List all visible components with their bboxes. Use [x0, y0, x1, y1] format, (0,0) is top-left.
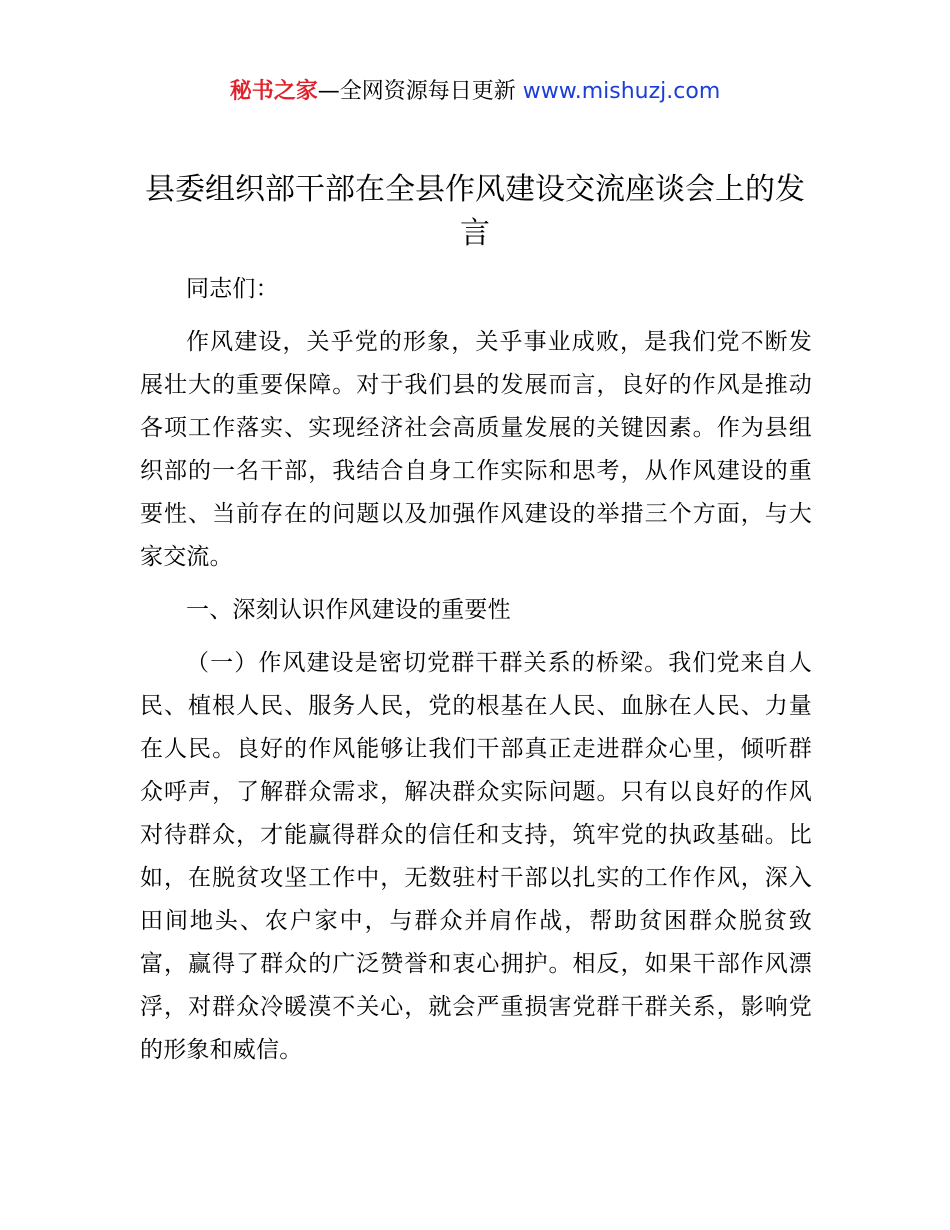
site-url-link[interactable]: www.mishuzj.com	[522, 79, 721, 104]
paragraph-intro: 作风建设，关乎党的形象，关乎事业成败，是我们党不断发展壮大的重要保障。对于我们县的发展而言，良好的作风是推动各项工作落实、实现经济社会高质量发展的关键因素。作为县组织部的一名干部，我结合自身工作实际和思考，从作风建设的重要性、当前存在的问题以及加强作风建设的举措三个方面，与大家交流。	[140, 329, 812, 570]
paragraph-section-1-1: （一）作风建设是密切党群干群关系的桥梁。我们党来自人民、植根人民、服务人民，党的根基在人民、血脉在人民、力量在人民。良好的作风能够让我们干部真正走进群众心里，倾听群众呼声，了解群众需求，解决群众实际问题。只有以良好的作风对待群众，才能赢得群众的信任和支持，筑牢党的执政基础。比如，在脱贫攻坚工作中，无数驻村干部以扎实的工作作风，深入田间地头、农户家中，与群众并肩作战，帮助贫困群众脱贫致富，赢得了群众的广泛赞誉和衷心拥护。相反，如果干部作风漂浮，对群众冷暖漠不关心，就会严重损害党群干群关系，影响党的形象和威信。	[140, 650, 812, 1063]
site-tagline: —全网资源每日更新	[317, 79, 523, 104]
document-body	[140, 268, 812, 1077]
salutation: 同志们：	[186, 276, 279, 302]
site-name: 秘书之家	[229, 79, 318, 104]
document-title: 县委组织部干部在全县作风建设交流座谈会上的发言	[145, 172, 805, 251]
section-heading-1: 一、深刻认识作风建设的重要性	[186, 597, 511, 623]
site-header	[0, 74, 950, 110]
